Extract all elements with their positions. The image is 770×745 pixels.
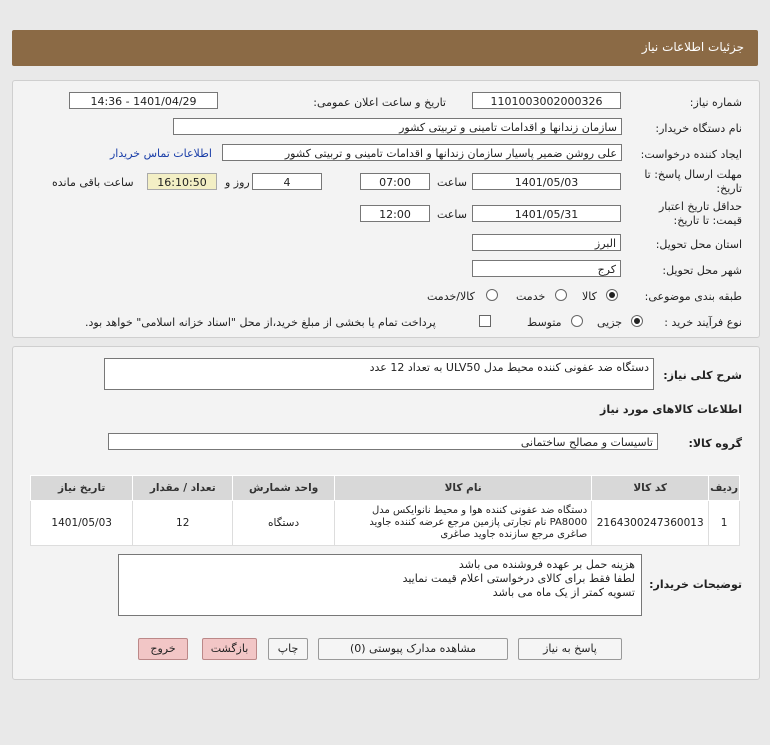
col-row: ردیف [709,476,740,501]
requester-label: ایجاد کننده درخواست: [640,148,742,161]
treasury-payment-checkbox[interactable] [479,315,491,327]
category-service-label: خدمت [516,290,546,303]
page-header [12,30,758,66]
validity-time-field: 12:00 [360,205,430,222]
days-label: روز و [225,176,250,189]
category-both-radio[interactable] [486,289,498,301]
announce-label: تاریخ و ساعت اعلان عمومی: [313,96,446,109]
col-name: نام کالا [335,476,592,501]
category-service-radio[interactable] [555,289,567,301]
attachments-button[interactable]: مشاهده مدارک پیوستی (0) [318,638,508,660]
goods-table-header [31,476,740,501]
col-code: کد کالا [592,476,709,501]
buyer-contact-link[interactable]: اطلاعات تماس خریدار [110,147,212,160]
deadline-date-field: 1401/05/03 [472,173,621,190]
buyer-org-field: سازمان زندانها و اقدامات تامینی و تربیتی کشور [173,118,622,135]
buyer-note-line: هزینه حمل بر عهده فروشنده می باشد [458,558,635,571]
goods-table [30,475,740,546]
announce-datetime-field: 1401/04/29 - 14:36 [69,92,218,109]
category-both-label: کالا/خدمت [427,290,475,303]
goods-group-label: گروه کالا: [688,437,742,450]
deadline-label-line2: تاریخ: [716,182,742,195]
buyer-notes-box [118,554,642,616]
validity-time-label: ساعت [437,208,467,221]
remaining-time-field: 16:10:50 [147,173,217,190]
goods-info-title: اطلاعات کالاهای مورد نیاز [600,403,742,416]
summary-label: شرح کلی نیاز: [663,369,742,382]
reply-button[interactable]: پاسخ به نیاز [518,638,622,660]
exit-button[interactable]: خروج [138,638,188,660]
cell-date: 1401/05/03 [31,501,133,546]
requester-field: علی روشن ضمیر پاسیار سازمان زندانها و اقدامات تامینی و تربیتی کشور [222,144,622,161]
cell-code: 2164300247360013 [592,501,709,546]
process-partial-label: جزیی [597,316,623,329]
category-label: طبقه بندی موضوعی: [644,290,742,303]
col-date: تاریخ نیاز [31,476,133,501]
process-partial-radio[interactable] [631,315,643,327]
province-label: استان محل تحویل: [655,238,742,251]
table-row [31,501,740,546]
page-title: جزئیات اطلاعات نیاز [641,40,744,54]
city-field: کرج [472,260,621,277]
province-field: البرز [472,234,621,251]
buyer-note-line: تسویه کمتر از یک ماه می باشد [492,586,635,599]
print-button[interactable]: چاپ [268,638,308,660]
validity-date-field: 1401/05/31 [472,205,621,222]
deadline-time-field: 07:00 [360,173,430,190]
validity-label-line2: قیمت: تا تاریخ: [673,214,742,227]
need-number-field: 1101003002000326 [472,92,621,109]
remaining-days-field: 4 [252,173,322,190]
process-label: نوع فرآیند خرید : [664,316,742,329]
cell-name: دستگاه ضد عفونی کننده هوا و محیط نانوایکس مدل PA8000 نام تجارتی پازمین مرجع عرضه کننده جاوید صاغری مرجع سازنده جاوید صاغری [335,501,592,546]
back-button[interactable]: بازگشت [202,638,257,660]
col-unit: واحد شمارش [233,476,335,501]
need-number-label: شماره نیاز: [689,96,742,109]
col-qty: تعداد / مقدار [133,476,233,501]
treasury-payment-note: پرداخت تمام یا بخشی از مبلغ خرید،از محل "اسناد خزانه اسلامی" خواهد بود. [85,316,436,329]
process-medium-label: متوسط [527,316,562,329]
buyer-note-line: لطفا فقط برای کالای درخواستی اعلام قیمت نمایید [402,572,635,585]
cell-unit: دستگاه [233,501,335,546]
process-medium-radio[interactable] [571,315,583,327]
goods-group-field: تاسیسات و مصالح ساختمانی [108,433,658,450]
cell-row: 1 [709,501,740,546]
deadline-time-label: ساعت [437,176,467,189]
category-goods-label: کالا [582,290,597,303]
category-goods-radio[interactable] [606,289,618,301]
deadline-label-line1: مهلت ارسال پاسخ: تا [644,168,742,181]
cell-qty: 12 [133,501,233,546]
remaining-label: ساعت باقی مانده [52,176,134,189]
city-label: شهر محل تحویل: [662,264,742,277]
validity-label-line1: حداقل تاریخ اعتبار [658,200,742,213]
buyer-org-label: نام دستگاه خریدار: [655,122,742,135]
summary-field: دستگاه ضد عفونی کننده محیط مدل ULV50 به تعداد 12 عدد [104,358,654,390]
buyer-notes-label: توضیحات خریدار: [649,578,742,591]
